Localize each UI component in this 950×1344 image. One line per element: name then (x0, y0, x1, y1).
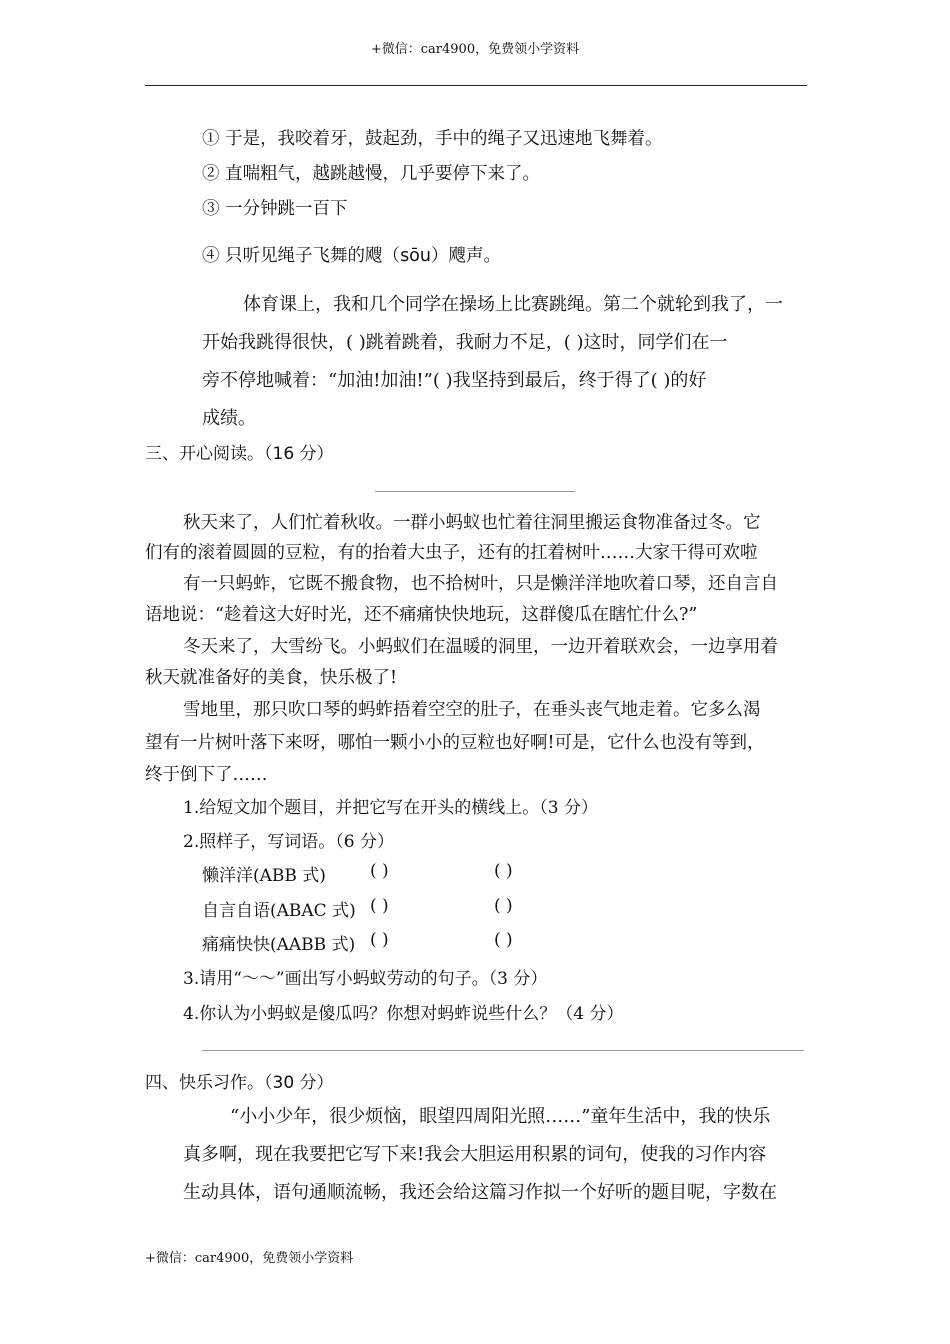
pinyin: sōu (400, 246, 431, 266)
header-rule (145, 85, 807, 86)
example-blank-1a: ( ) (370, 861, 389, 881)
passage-line-1: 秋天来了，人们忙着秋收。一群小蚂蚁也忙着往洞里搬运食物准备过冬。它 (183, 513, 761, 533)
example-blank-2b: ( ) (494, 896, 513, 916)
fill-paragraph-line-1: 体育课上，我和几个同学在操场上比赛跳绳。第二个就轮到我了，一 (243, 294, 783, 315)
option-3: ③ 一分钟跳一百下 (202, 199, 348, 219)
fill-paragraph-line-3: 旁不停地喊着：“加油!加油!”( )我坚持到最后，终于得了( )的好 (202, 370, 707, 391)
example-blank-2a: ( ) (370, 896, 389, 916)
example-blank-3b: ( ) (494, 930, 513, 950)
passage-line-6: 秋天就准备好的美食，快乐极了! (145, 668, 398, 688)
option-4 (202, 242, 501, 267)
question-4: 4.你认为小蚂蚁是傻瓜吗？你想对蚂蚱说些什么？（4 分） (183, 1004, 624, 1024)
option-4-end: ）飕声。 (430, 246, 501, 266)
example-blank-1b: ( ) (494, 861, 513, 881)
passage-line-5: 冬天来了，大雪纷飞。小蚂蚁们在温暖的洞里，一边开着联欢会，一边享用着 (183, 637, 778, 657)
passage-line-2: 们有的滚着圆圆的豆粒，有的抬着大虫子，还有的扛着树叶……大家干得可欢啦 (145, 543, 758, 563)
question-3: 3.请用“～～”画出写小蚂蚁劳动的句子。（3 分） (183, 969, 548, 989)
fill-paragraph-line-4: 成绩。 (202, 408, 256, 429)
passage-line-3: 有一只蚂蚱，它既不搬食物，也不拾树叶，只是懒洋洋地吹着口琴，还自言自 (183, 574, 778, 594)
option-4-text: ④ 只听见绳子飞舞的飕（ (202, 246, 401, 266)
question-1: 1.给短文加个题目，并把它写在开头的横线上。（3 分） (183, 798, 598, 818)
title-blank-line (375, 491, 575, 492)
fill-paragraph-line-2: 开始我跳得很快，( )跳着跳着，我耐力不足，( )这时，同学们在一 (202, 332, 728, 353)
answer-line (202, 1050, 804, 1051)
option-1: ① 于是，我咬着牙，鼓起劲，手中的绳子又迅速地飞舞着。 (202, 129, 663, 149)
section-4-title: 四、快乐习作。（30 分） (145, 1073, 334, 1093)
passage-line-9: 终于倒下了…… (145, 765, 268, 785)
passage-line-4: 语地说：“趁着这大好时光，还不痛痛快快地玩，这群傻瓜在瞎忙什么?” (145, 605, 698, 625)
option-2: ② 直喘粗气，越跳越慢，几乎要停下来了。 (202, 164, 541, 184)
example-label-2: 自言自语(ABAC 式) (202, 901, 356, 921)
page-header: +微信：car4900，免费领小学资料 (370, 42, 580, 57)
example-label-3: 痛痛快快(AABB 式) (202, 935, 356, 955)
section-3-title: 三、开心阅读。（16 分） (145, 444, 334, 464)
section-4-line-1: “小小少年，很少烦恼，眼望四周阳光照……”童年生活中，我的快乐 (230, 1106, 771, 1127)
passage-line-8: 望有一片树叶落下来呀，哪怕一颗小小的豆粒也好啊!可是，它什么也没有等到， (145, 733, 765, 753)
example-blank-3a: ( ) (370, 930, 389, 950)
question-2: 2.照样子，写词语。（6 分） (183, 832, 394, 852)
passage-line-7: 雪地里，那只吹口琴的蚂蚱捂着空空的肚子，在垂头丧气地走着。它多么渴 (183, 700, 761, 720)
section-4-line-2: 真多啊，现在我要把它写下来!我会大胆运用积累的词句，使我的习作内容 (183, 1144, 767, 1165)
example-label-1: 懒洋洋(ABB 式) (202, 866, 326, 886)
section-4-line-3: 生动具体，语句通顺流畅，我还会给这篇习作拟一个好听的题目呢，字数在 (183, 1182, 777, 1203)
page-footer: +微信：car4900，免费领小学资料 (145, 1251, 354, 1266)
